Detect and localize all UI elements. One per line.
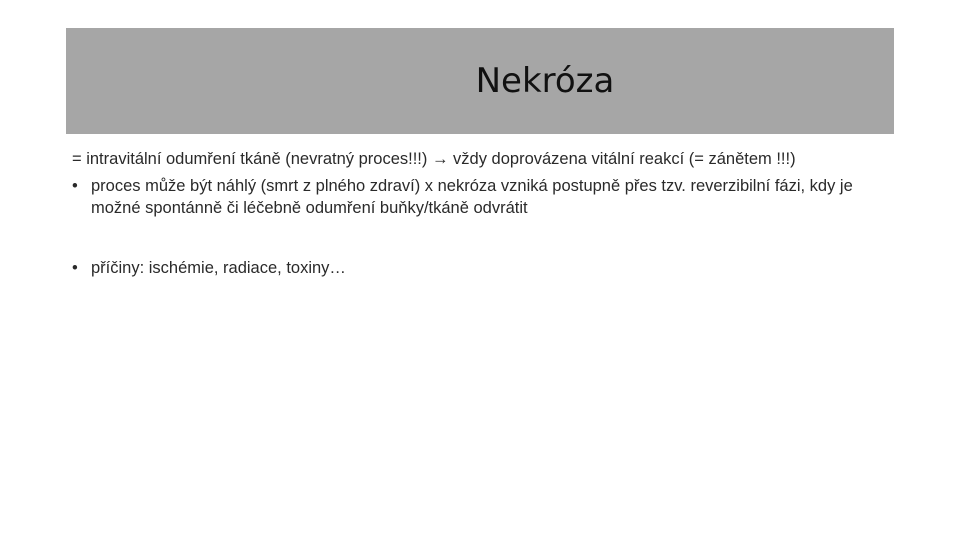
slide-body [72,148,872,279]
bullet-item-causes [72,257,872,279]
bullet-item-onset [72,175,872,219]
title-band [66,28,894,134]
bullet-marker: • [72,259,78,277]
bullet-text: proces může být náhlý (smrt z plného zdraví) x nekróza vzniká postupně přes tzv. reverzibilní fázi, kdy je možné spontánně či léčebně odumření buňky/tkáně odvrátit [91,177,853,217]
slide-title: Nekróza [475,61,615,101]
bullet-marker: • [72,177,78,195]
definition-text: = intravitální odumření tkáně (nevratný proces!!!) → vždy doprovázena vitální reakcí (= zánětem !!!) [72,150,796,168]
bullet-text: příčiny: ischémie, radiace, toxiny… [91,259,346,277]
